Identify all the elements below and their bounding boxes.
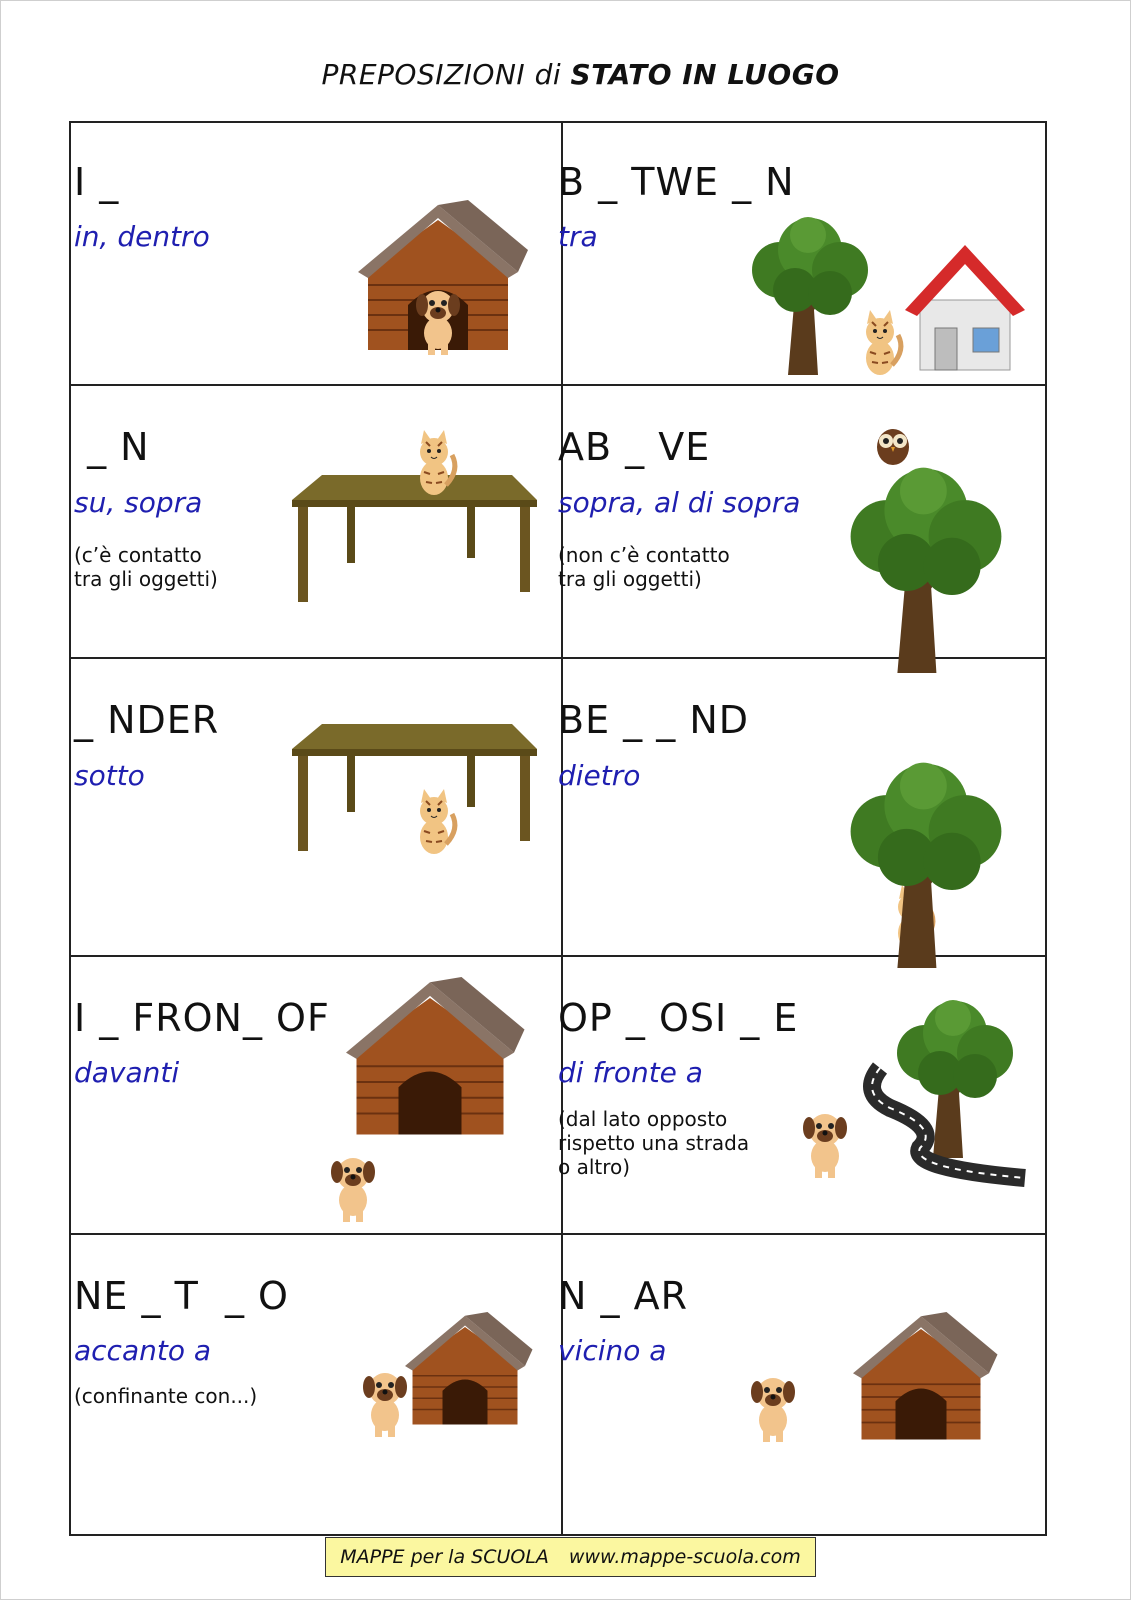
card-opposite-translation: di fronte a: [558, 1056, 703, 1089]
grid-divider-row-1: [69, 384, 1047, 386]
card-under-translation: sotto: [74, 759, 145, 792]
owl-above-tree-image: [835, 425, 1025, 655]
card-next-to-note: (confinante con...): [74, 1384, 258, 1408]
cat-under-table-image: [292, 724, 542, 879]
card-next-to-word: NE _ T _ O: [74, 1274, 289, 1318]
card-near-word: N _ AR: [558, 1274, 688, 1318]
cat-behind-tree-image: [835, 760, 1025, 950]
card-next-to-translation: accanto a: [74, 1334, 212, 1367]
card-in-word: I _: [74, 160, 120, 204]
footer-brand: MAPPE per la SCUOLA: [340, 1546, 549, 1568]
cat-on-table-image: [292, 430, 542, 610]
card-on-word: _ N: [74, 425, 150, 469]
kennel-with-dog-inside-image: [358, 200, 528, 370]
card-behind-translation: dietro: [558, 759, 641, 792]
dog-next-to-kennel-image: [360, 1312, 530, 1437]
page-title: [0, 58, 1131, 91]
card-above-note: (non c’è contatto tra gli oggetti): [558, 543, 730, 591]
card-in-front-of-translation: davanti: [74, 1056, 180, 1089]
card-between-translation: tra: [558, 220, 598, 253]
footer-banner: [325, 1537, 816, 1577]
card-opposite-note: (dal lato opposto rispetto una strada o altro): [558, 1107, 750, 1179]
card-opposite-word: OP _ OSI _ E: [558, 996, 799, 1040]
card-above-translation: sopra, al di sopra: [558, 486, 801, 519]
dog-in-front-of-kennel-image: [346, 977, 521, 1217]
title-part-2: di: [534, 58, 571, 91]
title-part-3: STATO IN LUOGO: [570, 58, 840, 91]
footer-website: www.mappe-scuola.com: [568, 1546, 801, 1568]
card-in-translation: in, dentro: [74, 220, 210, 253]
card-behind-word: BE _ _ ND: [558, 698, 750, 742]
tree-cat-house-image: [740, 215, 1030, 380]
card-near-translation: vicino a: [558, 1334, 667, 1367]
dog-opposite-tree-road-image: [800, 998, 1025, 1183]
dog-near-kennel-image: [748, 1312, 998, 1447]
grid-divider-row-4: [69, 1233, 1047, 1235]
title-part-1: PREPOSIZIONI: [321, 58, 535, 91]
card-in-front-of-word: I _ FRON_ OF: [74, 996, 330, 1040]
card-on-translation: su, sopra: [74, 486, 203, 519]
card-above-word: AB _ VE: [558, 425, 711, 469]
card-between-word: B _ TWE _ N: [558, 160, 795, 204]
card-on-note: (c’è contatto tra gli oggetti): [74, 543, 218, 591]
grid-divider-vertical: [561, 121, 563, 1536]
card-under-word: _ NDER: [74, 698, 220, 742]
